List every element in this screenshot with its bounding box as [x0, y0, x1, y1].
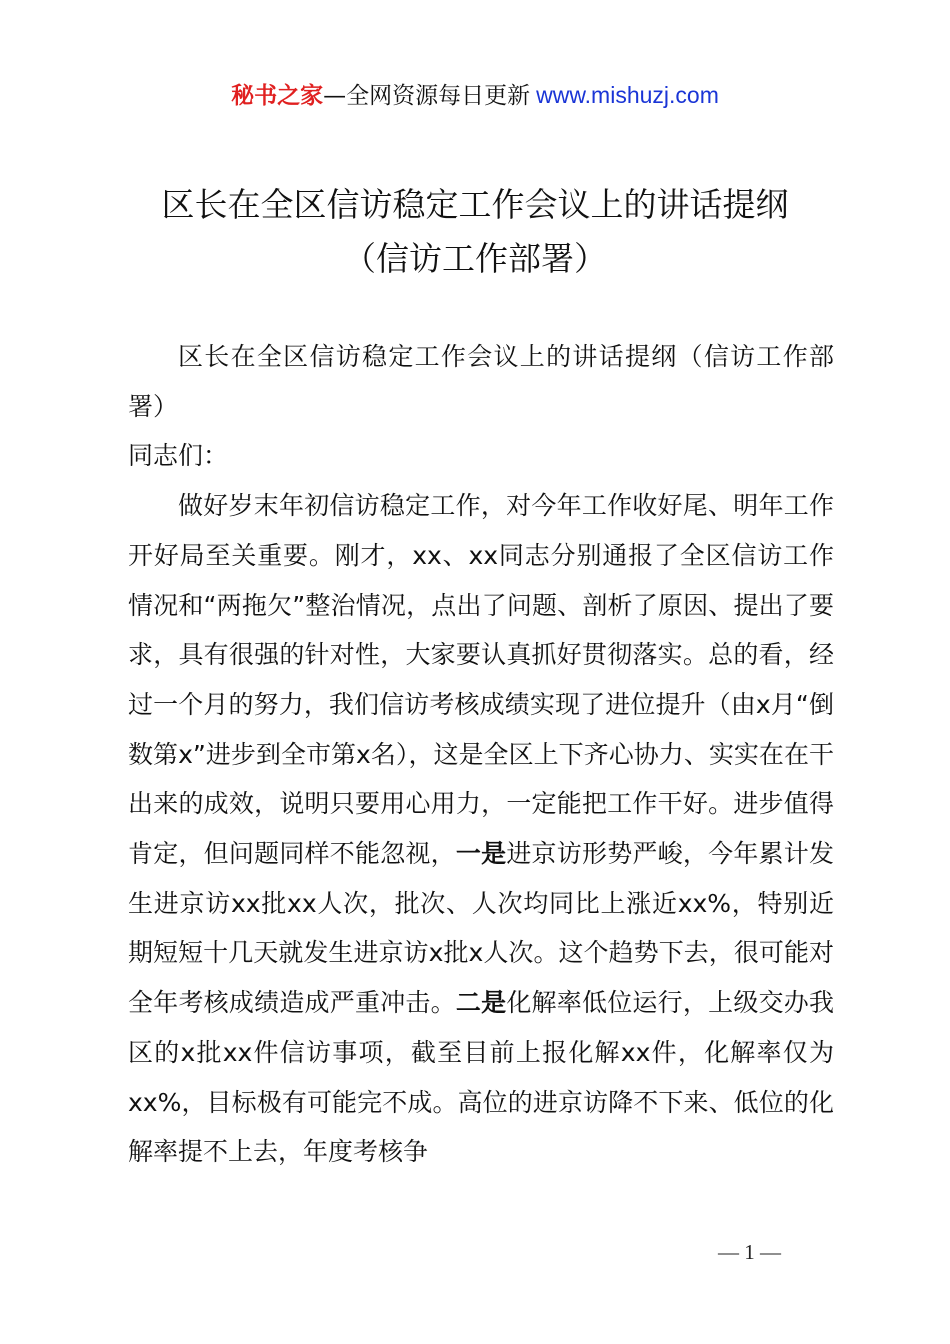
- title-line-1: 区长在全区信访稳定工作会议上的讲话提纲: [161, 185, 789, 224]
- title-line-2: （信访工作部署）: [343, 239, 607, 278]
- paragraph-text-3: 化解率低位运行，上级交办我区的x批xx件信访事项，截至目前上报化解xx件，化解率仅为xx%，目标极有可能完不成。高位的进京访降不下来、低位的化解率提不上去，年度考核争: [128, 988, 834, 1167]
- document-title: [60, 178, 890, 286]
- main-paragraph: [128, 481, 834, 1177]
- point-one-label: 一是: [455, 839, 507, 869]
- salutation: 同志们：: [128, 441, 229, 471]
- paragraph-text-2: 进京访形势严峻，今年累计发生进京访xx批xx人次，批次、人次均同比上涨近xx%，特别近期短短十几天就发生进京访x批x人次。这个趋势下去，很可能对全年考核成绩造成严重冲击。: [128, 839, 834, 1018]
- page-number: — 1 —: [718, 1240, 781, 1264]
- header-tagline: —全网资源每日更新: [323, 83, 531, 109]
- site-header: [0, 78, 950, 113]
- site-url-link[interactable]: www.mishuzj.com: [536, 82, 719, 108]
- brand-name: 秘书之家: [231, 83, 324, 109]
- document-body: [128, 332, 834, 1177]
- point-two-label: 二是: [455, 988, 507, 1018]
- repeat-title-paragraph: 区长在全区信访稳定工作会议上的讲话提纲（信访工作部署）: [128, 342, 834, 421]
- paragraph-text-1: 做好岁末年初信访稳定工作，对今年工作收好尾、明年工作开好局至关重要。刚才，xx、xx同志分别通报了全区信访工作情况和“两拖欠”整治情况，点出了问题、剖析了原因、提出了要求，具有很强的针对性，大家要认真抓好贯彻落实。总的看，经过一个月的努力，我们信访考核成绩实现了进位提升（由x月“倒数第x”进步到全市第x名），这是全区上下齐心协力、实实在在干出来的成效，说明只要用心用力，一定能把工作干好。进步值得肯定，但问题同样不能忽视，: [128, 491, 834, 869]
